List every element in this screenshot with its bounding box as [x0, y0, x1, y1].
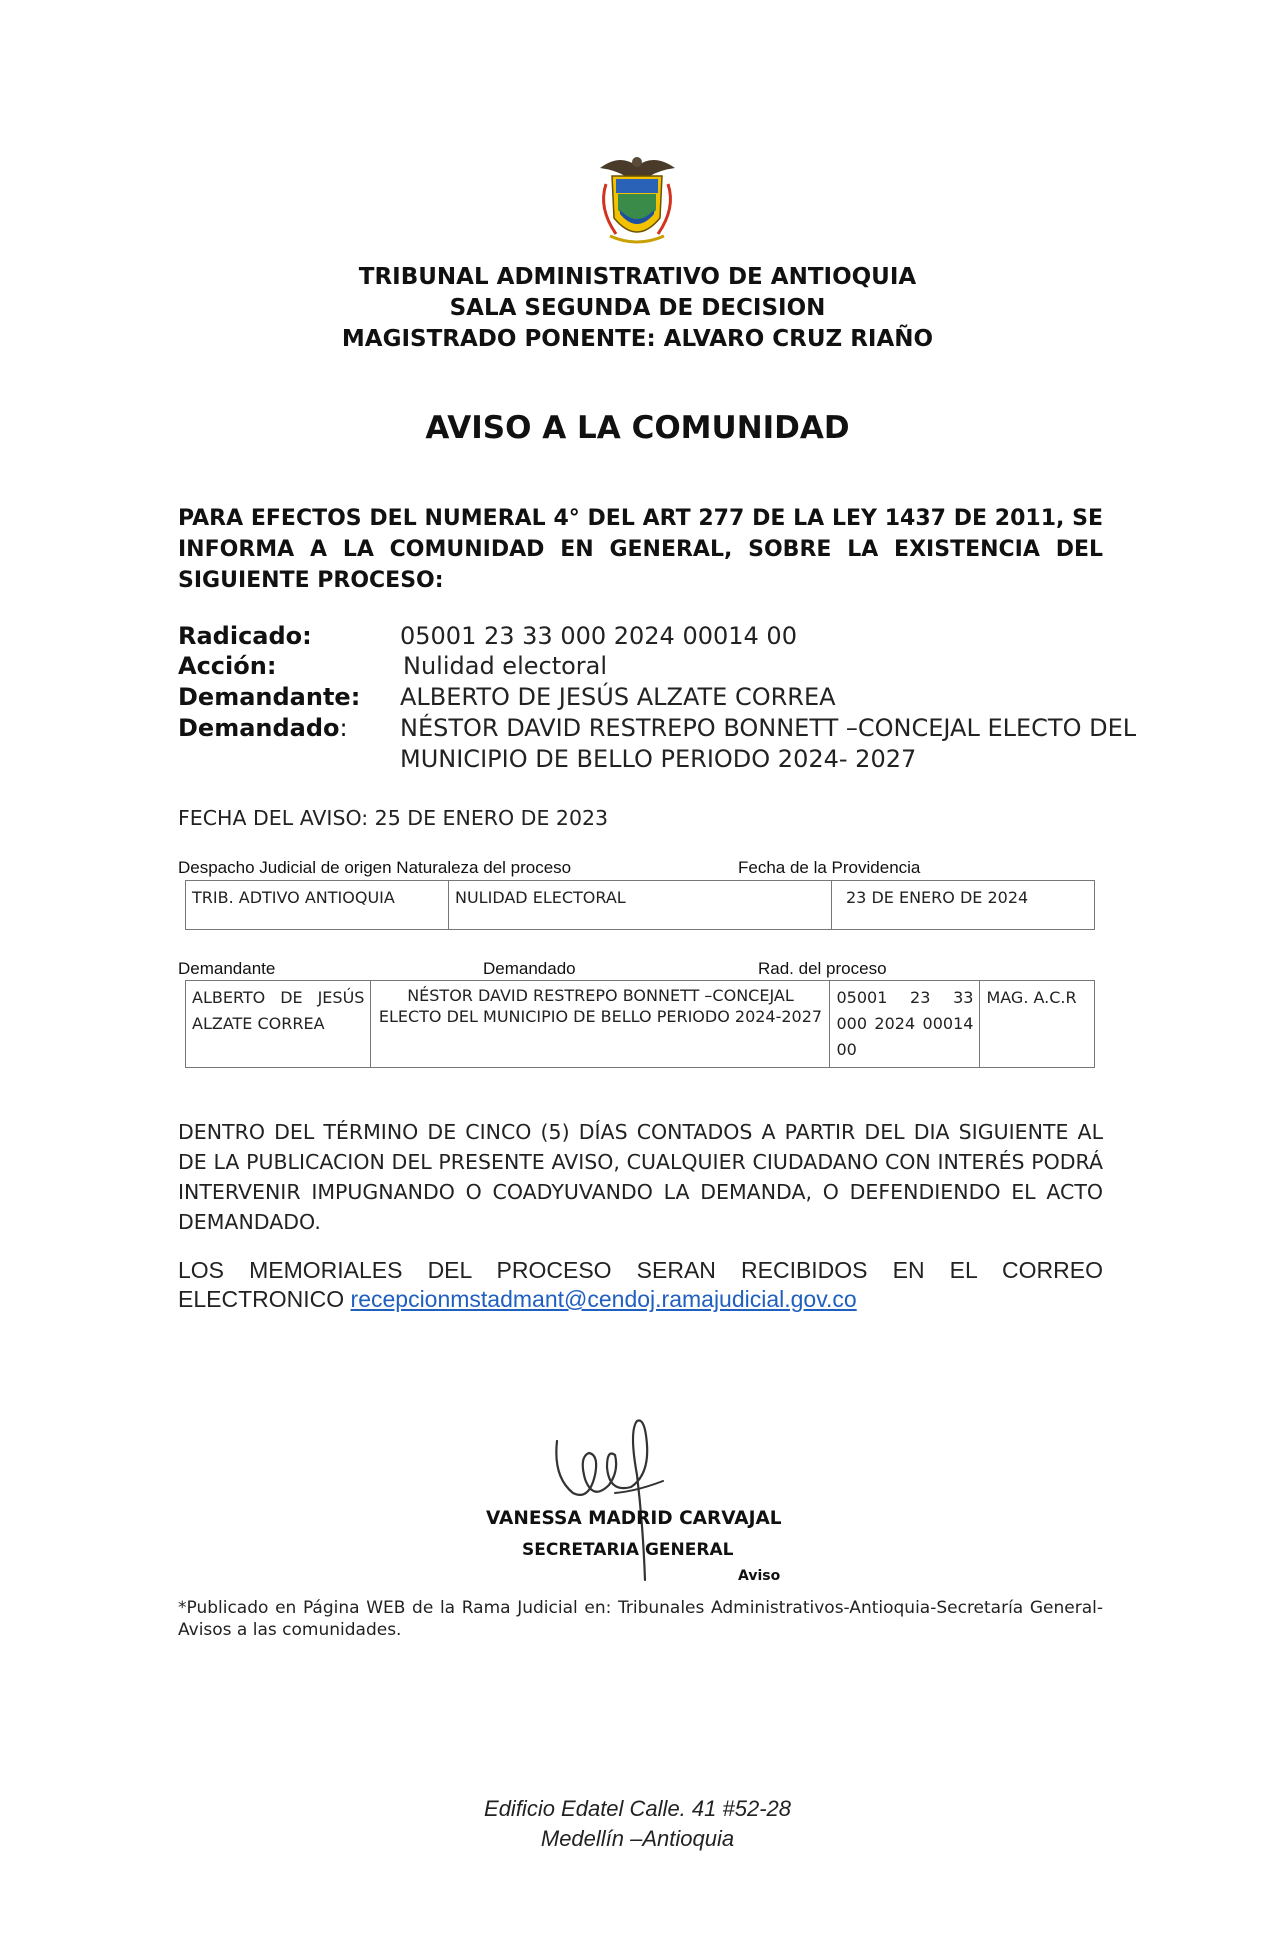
header-line-magistrado: MAGISTRADO PONENTE: ALVARO CRUZ RIAÑO — [341, 326, 934, 352]
radicado-label: Radicado: — [178, 622, 312, 650]
coat-of-arms-icon — [590, 148, 685, 253]
table1-header-fecha: Fecha de la Providencia — [738, 858, 921, 877]
header-line-tribunal: TRIBUNAL ADMINISTRATIVO DE ANTIOQUIA — [358, 264, 917, 290]
footer-city: Medellín –Antioquia — [540, 1826, 735, 1851]
table1-cell-naturaleza: NULIDAD ELECTORAL — [449, 881, 832, 930]
memoriales-paragraph — [178, 1256, 1103, 1314]
accion-label: Acción: — [178, 652, 277, 680]
publication-note: *Publicado en Página WEB de la Rama Judicial en: Tribunales Administrativos-Antioquia-Secretaría General-Avisos a las comunidades. — [178, 1598, 1103, 1640]
email-link[interactable]: recepcionmstadmant@cendoj.ramajudicial.gov.co — [350, 1286, 857, 1312]
table1-cell-despacho: TRIB. ADTIVO ANTIOQUIA — [186, 881, 449, 930]
signatory-note: Aviso — [738, 1568, 781, 1584]
table2-header-demandante: Demandante — [178, 959, 276, 978]
demandado-value-line1: NÉSTOR DAVID RESTREPO BONNETT –CONCEJAL ELECTO DEL — [400, 714, 1137, 742]
table2-cell-demandante: ALBERTO DE JESÚS ALZATE CORREA — [186, 981, 371, 1068]
table1-cell-fecha: 23 DE ENERO DE 2024 — [832, 881, 1095, 930]
table-row — [186, 981, 1095, 1068]
signatory-role: SECRETARIA GENERAL — [522, 1540, 734, 1560]
intro-paragraph: PARA EFECTOS DEL NUMERAL 4° DEL ART 277 DE LA LEY 1437 DE 2011, SE INFORMA A LA COMUNIDAD EN GENERAL, SOBRE LA EXISTENCIA DEL SIGUIENTE PROCESO: — [178, 506, 1103, 593]
table1-header-despacho-naturaleza: Despacho Judicial de origen Naturaleza del proceso — [178, 858, 572, 877]
demandante-label: Demandante: — [178, 683, 361, 711]
table2-header-rad: Rad. del proceso — [758, 959, 887, 978]
table2-cell-rad: 05001 23 33 000 2024 00014 00 — [830, 981, 980, 1068]
table1 — [185, 880, 1095, 930]
memoriales-text: LOS MEMORIALES DEL PROCESO SERAN RECIBIDOS EN EL CORREO ELECTRONICO — [178, 1257, 1103, 1312]
term-paragraph: DENTRO DEL TÉRMINO DE CINCO (5) DÍAS CONTADOS A PARTIR DEL DIA SIGUIENTE AL DE LA PUBLICACION DEL PRESENTE AVISO, CUALQUIER CIUDADANO CON INTERÉS PODRÁ INTERVENIR IMPUGNANDO O COADYUVANDO LA DEMANDA, O DEFENDIENDO EL ACTO DEMANDADO. — [178, 1120, 1103, 1234]
demandante-value: ALBERTO DE JESÚS ALZATE CORREA — [400, 683, 836, 711]
demandado-label-colon: : — [339, 714, 348, 742]
demandado-value-line2: MUNICIPIO DE BELLO PERIODO 2024- 2027 — [400, 745, 917, 773]
header-line-sala: SALA SEGUNDA DE DECISION — [449, 295, 826, 321]
table-row — [186, 881, 1095, 930]
signatory-name: VANESSA MADRID CARVAJAL — [486, 1508, 782, 1529]
table2-cell-demandado: NÉSTOR DAVID RESTREPO BONNETT –CONCEJAL ELECTO DEL MUNICIPIO DE BELLO PERIODO 2024-2027 — [371, 981, 830, 1068]
footer-address: Edificio Edatel Calle. 41 #52-28 — [484, 1796, 791, 1821]
fecha-aviso: FECHA DEL AVISO: 25 DE ENERO DE 2023 — [178, 806, 609, 830]
radicado-value: 05001 23 33 000 2024 00014 00 — [400, 622, 797, 650]
page-title: AVISO A LA COMUNIDAD — [425, 410, 850, 446]
table2 — [185, 980, 1095, 1068]
table2-cell-mag: MAG. A.C.R — [980, 981, 1095, 1068]
demandado-label-text: Demandado — [178, 714, 340, 742]
accion-value: Nulidad electoral — [403, 652, 608, 680]
demandado-label — [178, 714, 348, 742]
table2-header-demandado: Demandado — [483, 959, 576, 978]
